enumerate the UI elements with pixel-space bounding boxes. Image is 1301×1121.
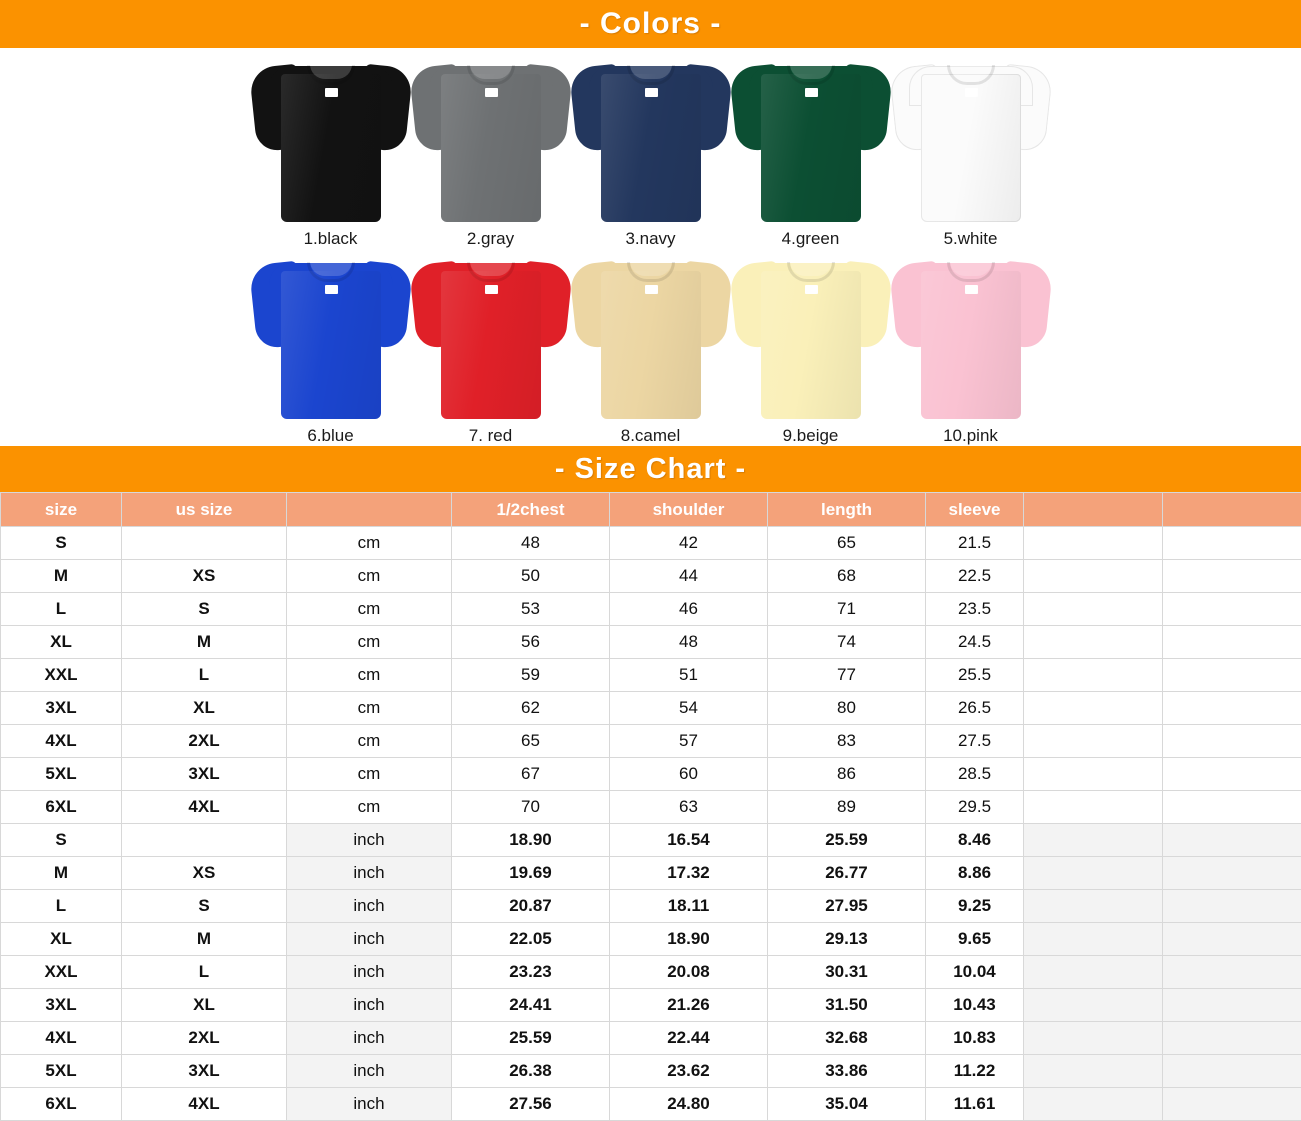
cell-shoulder: 16.54 (610, 824, 768, 857)
cell-half-chest: 50 (452, 560, 610, 593)
cell-length: 89 (768, 791, 926, 824)
cell-unit: inch (287, 989, 452, 1022)
cell-size: L (1, 593, 122, 626)
cell-sleeve: 29.5 (926, 791, 1024, 824)
cell-shoulder: 24.80 (610, 1088, 768, 1121)
cell-sleeve: 10.04 (926, 956, 1024, 989)
color-label: 5.white (891, 229, 1051, 249)
cell-blank (1024, 725, 1163, 758)
cell-half-chest: 56 (452, 626, 610, 659)
tshirt-tag-icon (325, 285, 338, 294)
cell-blank (1163, 593, 1301, 626)
color-label: 1.black (251, 229, 411, 249)
table-row (1, 527, 1301, 560)
table-row (1, 824, 1301, 857)
color-swatch[interactable] (891, 52, 1051, 249)
cell-shoulder: 57 (610, 725, 768, 758)
cell-half-chest: 25.59 (452, 1022, 610, 1055)
cell-blank (1024, 890, 1163, 923)
cell-unit: cm (287, 758, 452, 791)
cell-half-chest: 27.56 (452, 1088, 610, 1121)
cell-shoulder: 23.62 (610, 1055, 768, 1088)
table-column-header: shoulder (610, 493, 768, 527)
cell-us-size: XS (122, 560, 287, 593)
cell-half-chest: 19.69 (452, 857, 610, 890)
cell-unit: cm (287, 593, 452, 626)
tshirt-tag-icon (805, 285, 818, 294)
colors-banner: - Colors - (0, 0, 1301, 48)
cell-size: XXL (1, 659, 122, 692)
cell-blank (1024, 824, 1163, 857)
table-column-header: size (1, 493, 122, 527)
cell-half-chest: 48 (452, 527, 610, 560)
cell-blank (1163, 1088, 1301, 1121)
tshirt-image (571, 52, 731, 227)
cell-blank (1163, 1022, 1301, 1055)
cell-shoulder: 42 (610, 527, 768, 560)
cell-us-size: M (122, 923, 287, 956)
cell-unit: cm (287, 659, 452, 692)
cell-size: XL (1, 626, 122, 659)
tshirt-tag-icon (485, 285, 498, 294)
cell-unit: inch (287, 1055, 452, 1088)
cell-half-chest: 53 (452, 593, 610, 626)
cell-size: M (1, 560, 122, 593)
cell-size: XL (1, 923, 122, 956)
table-row (1, 692, 1301, 725)
cell-us-size: 2XL (122, 725, 287, 758)
cell-half-chest: 62 (452, 692, 610, 725)
cell-sleeve: 27.5 (926, 725, 1024, 758)
color-label: 9.beige (731, 426, 891, 446)
table-row (1, 791, 1301, 824)
colors-row-1 (0, 52, 1301, 249)
table-column-header (1024, 493, 1163, 527)
cell-shoulder: 63 (610, 791, 768, 824)
cell-us-size: 3XL (122, 1055, 287, 1088)
size-chart-head (1, 493, 1301, 527)
cell-blank (1163, 857, 1301, 890)
cell-blank (1024, 857, 1163, 890)
table-column-header: 1/2chest (452, 493, 610, 527)
cell-length: 32.68 (768, 1022, 926, 1055)
table-row (1, 890, 1301, 923)
cell-size: 3XL (1, 692, 122, 725)
cell-us-size: S (122, 890, 287, 923)
cell-sleeve: 23.5 (926, 593, 1024, 626)
cell-shoulder: 51 (610, 659, 768, 692)
table-column-header: us size (122, 493, 287, 527)
table-header-row (1, 493, 1301, 527)
color-swatch[interactable] (891, 249, 1051, 446)
cell-us-size (122, 527, 287, 560)
table-row (1, 626, 1301, 659)
color-swatch[interactable] (251, 52, 411, 249)
tshirt-image (891, 52, 1051, 227)
cell-us-size: 4XL (122, 791, 287, 824)
cell-shoulder: 60 (610, 758, 768, 791)
cell-unit: inch (287, 824, 452, 857)
cell-blank (1163, 989, 1301, 1022)
cell-length: 86 (768, 758, 926, 791)
table-column-header: sleeve (926, 493, 1024, 527)
cell-size: 3XL (1, 989, 122, 1022)
cell-unit: inch (287, 1088, 452, 1121)
cell-size: 5XL (1, 758, 122, 791)
cell-unit: cm (287, 791, 452, 824)
cell-length: 30.31 (768, 956, 926, 989)
cell-sleeve: 11.61 (926, 1088, 1024, 1121)
cell-blank (1024, 989, 1163, 1022)
size-chart-body (1, 527, 1301, 1121)
cell-blank (1163, 791, 1301, 824)
tshirt-image (731, 249, 891, 424)
cell-blank (1163, 659, 1301, 692)
cell-half-chest: 70 (452, 791, 610, 824)
cell-half-chest: 65 (452, 725, 610, 758)
cell-sleeve: 8.86 (926, 857, 1024, 890)
cell-shoulder: 20.08 (610, 956, 768, 989)
color-label: 3.navy (571, 229, 731, 249)
cell-shoulder: 54 (610, 692, 768, 725)
cell-unit: cm (287, 626, 452, 659)
cell-length: 26.77 (768, 857, 926, 890)
cell-size: L (1, 890, 122, 923)
color-label: 2.gray (411, 229, 571, 249)
cell-unit: cm (287, 560, 452, 593)
table-column-header (1163, 493, 1301, 527)
cell-length: 68 (768, 560, 926, 593)
cell-length: 74 (768, 626, 926, 659)
color-swatch[interactable] (411, 249, 571, 446)
table-row (1, 956, 1301, 989)
cell-shoulder: 44 (610, 560, 768, 593)
cell-unit: cm (287, 527, 452, 560)
cell-blank (1024, 758, 1163, 791)
tshirt-image (411, 249, 571, 424)
tshirt-tag-icon (645, 285, 658, 294)
cell-blank (1024, 692, 1163, 725)
cell-unit: inch (287, 857, 452, 890)
cell-blank (1163, 725, 1301, 758)
cell-unit: inch (287, 1022, 452, 1055)
table-row (1, 989, 1301, 1022)
color-swatch[interactable] (411, 52, 571, 249)
color-label: 10.pink (891, 426, 1051, 446)
colors-row-2 (0, 249, 1301, 446)
cell-length: 65 (768, 527, 926, 560)
color-swatch[interactable] (571, 249, 731, 446)
cell-us-size: L (122, 659, 287, 692)
table-row (1, 659, 1301, 692)
tshirt-tag-icon (805, 88, 818, 97)
cell-blank (1024, 560, 1163, 593)
cell-blank (1024, 791, 1163, 824)
tshirt-image (731, 52, 891, 227)
cell-sleeve: 9.65 (926, 923, 1024, 956)
cell-blank (1163, 527, 1301, 560)
cell-shoulder: 17.32 (610, 857, 768, 890)
cell-unit: cm (287, 692, 452, 725)
cell-us-size (122, 824, 287, 857)
cell-half-chest: 26.38 (452, 1055, 610, 1088)
tshirt-image (891, 249, 1051, 424)
cell-sleeve: 28.5 (926, 758, 1024, 791)
cell-blank (1024, 923, 1163, 956)
cell-size: 6XL (1, 791, 122, 824)
table-column-header: length (768, 493, 926, 527)
table-row (1, 857, 1301, 890)
cell-half-chest: 18.90 (452, 824, 610, 857)
cell-size: S (1, 824, 122, 857)
cell-unit: inch (287, 923, 452, 956)
cell-us-size: S (122, 593, 287, 626)
size-chart-banner: - Size Chart - (0, 446, 1301, 492)
cell-blank (1163, 560, 1301, 593)
tshirt-image (251, 52, 411, 227)
cell-sleeve: 22.5 (926, 560, 1024, 593)
cell-size: 4XL (1, 725, 122, 758)
tshirt-tag-icon (325, 88, 338, 97)
cell-size: 6XL (1, 1088, 122, 1121)
cell-sleeve: 25.5 (926, 659, 1024, 692)
table-row (1, 1055, 1301, 1088)
cell-shoulder: 21.26 (610, 989, 768, 1022)
cell-sleeve: 10.43 (926, 989, 1024, 1022)
tshirt-tag-icon (485, 88, 498, 97)
cell-us-size: 2XL (122, 1022, 287, 1055)
cell-length: 33.86 (768, 1055, 926, 1088)
cell-blank (1163, 692, 1301, 725)
cell-blank (1024, 956, 1163, 989)
cell-sleeve: 10.83 (926, 1022, 1024, 1055)
cell-us-size: 4XL (122, 1088, 287, 1121)
table-row (1, 758, 1301, 791)
tshirt-tag-icon (645, 88, 658, 97)
cell-blank (1024, 593, 1163, 626)
cell-length: 31.50 (768, 989, 926, 1022)
cell-blank (1163, 626, 1301, 659)
cell-blank (1024, 1088, 1163, 1121)
color-swatch[interactable] (731, 52, 891, 249)
table-row (1, 1022, 1301, 1055)
cell-half-chest: 22.05 (452, 923, 610, 956)
color-swatch[interactable] (731, 249, 891, 446)
cell-length: 77 (768, 659, 926, 692)
cell-shoulder: 18.90 (610, 923, 768, 956)
cell-blank (1163, 1055, 1301, 1088)
cell-sleeve: 21.5 (926, 527, 1024, 560)
cell-unit: inch (287, 956, 452, 989)
cell-half-chest: 20.87 (452, 890, 610, 923)
cell-shoulder: 46 (610, 593, 768, 626)
colors-section (0, 48, 1301, 446)
table-row (1, 923, 1301, 956)
tshirt-image (251, 249, 411, 424)
cell-us-size: XS (122, 857, 287, 890)
cell-half-chest: 23.23 (452, 956, 610, 989)
color-label: 6.blue (251, 426, 411, 446)
size-chart-table (0, 492, 1301, 1121)
cell-shoulder: 22.44 (610, 1022, 768, 1055)
cell-blank (1163, 824, 1301, 857)
cell-unit: cm (287, 725, 452, 758)
cell-length: 35.04 (768, 1088, 926, 1121)
cell-length: 27.95 (768, 890, 926, 923)
cell-sleeve: 24.5 (926, 626, 1024, 659)
tshirt-image (571, 249, 731, 424)
cell-size: 4XL (1, 1022, 122, 1055)
cell-blank (1024, 1055, 1163, 1088)
cell-length: 80 (768, 692, 926, 725)
color-label: 4.green (731, 229, 891, 249)
cell-us-size: L (122, 956, 287, 989)
cell-blank (1163, 923, 1301, 956)
table-row (1, 1088, 1301, 1121)
tshirt-tag-icon (965, 285, 978, 294)
cell-length: 71 (768, 593, 926, 626)
cell-blank (1163, 758, 1301, 791)
cell-shoulder: 48 (610, 626, 768, 659)
table-row (1, 725, 1301, 758)
cell-size: 5XL (1, 1055, 122, 1088)
cell-blank (1024, 659, 1163, 692)
cell-half-chest: 59 (452, 659, 610, 692)
cell-size: XXL (1, 956, 122, 989)
table-row (1, 560, 1301, 593)
cell-length: 29.13 (768, 923, 926, 956)
cell-unit: inch (287, 890, 452, 923)
tshirt-image (411, 52, 571, 227)
cell-blank (1024, 1022, 1163, 1055)
color-label: 7. red (411, 426, 571, 446)
cell-us-size: 3XL (122, 758, 287, 791)
color-swatch[interactable] (251, 249, 411, 446)
cell-length: 25.59 (768, 824, 926, 857)
cell-half-chest: 67 (452, 758, 610, 791)
cell-sleeve: 26.5 (926, 692, 1024, 725)
color-swatch[interactable] (571, 52, 731, 249)
cell-half-chest: 24.41 (452, 989, 610, 1022)
cell-length: 83 (768, 725, 926, 758)
cell-blank (1024, 527, 1163, 560)
cell-blank (1024, 626, 1163, 659)
table-column-header (287, 493, 452, 527)
cell-us-size: XL (122, 989, 287, 1022)
cell-us-size: XL (122, 692, 287, 725)
table-row (1, 593, 1301, 626)
cell-size: S (1, 527, 122, 560)
cell-us-size: M (122, 626, 287, 659)
cell-blank (1163, 890, 1301, 923)
cell-shoulder: 18.11 (610, 890, 768, 923)
cell-sleeve: 11.22 (926, 1055, 1024, 1088)
cell-sleeve: 8.46 (926, 824, 1024, 857)
cell-size: M (1, 857, 122, 890)
tshirt-tag-icon (965, 88, 978, 97)
cell-sleeve: 9.25 (926, 890, 1024, 923)
cell-blank (1163, 956, 1301, 989)
color-label: 8.camel (571, 426, 731, 446)
